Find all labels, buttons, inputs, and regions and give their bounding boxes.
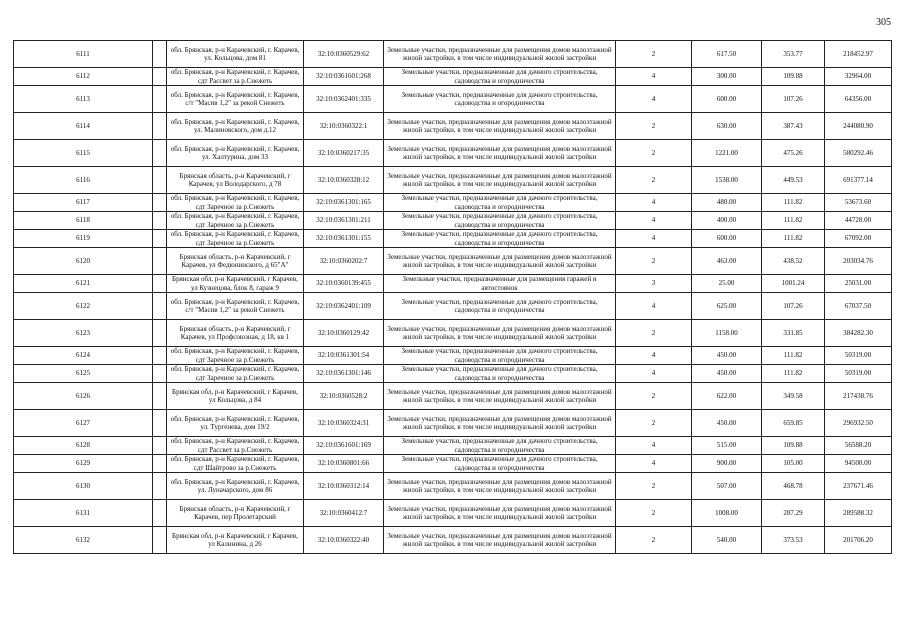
specific-value-cell: 109.88	[762, 68, 825, 86]
area-cell: 625.00	[692, 293, 762, 320]
area-cell: 450.00	[692, 365, 762, 383]
land-use-cell: Земельные участки, предназначенные для дачного строительства, садоводства и огородничества	[384, 437, 616, 455]
blank-cell	[153, 248, 167, 275]
cadastral-number-cell: 32:10:0360529:62	[304, 41, 384, 68]
cadastral-value-cell: 580292.46	[825, 140, 892, 167]
area-cell: 480.00	[692, 194, 762, 212]
group-cell: 2	[616, 113, 692, 140]
row-number-cell: 6124	[14, 347, 153, 365]
cadastral-number-cell: 32:10:0360139:455	[304, 275, 384, 293]
group-cell: 4	[616, 365, 692, 383]
row-number-cell: 6123	[14, 320, 153, 347]
group-cell: 3	[616, 275, 692, 293]
blank-cell	[153, 410, 167, 437]
land-use-cell: Земельные участки, предназначенные для размещения домов малоэтажной жилой застройки, в том числе индивидуальной жилой застройки	[384, 113, 616, 140]
specific-value-cell: 287.29	[762, 500, 825, 527]
address-cell: обл. Брянская, р-н Карачевский, г. Карачев, ул. Кольцова, дом 81	[167, 41, 304, 68]
area-cell: 617.50	[692, 41, 762, 68]
specific-value-cell: 387.43	[762, 113, 825, 140]
cadastral-value-cell: 50319.00	[825, 365, 892, 383]
specific-value-cell: 109.88	[762, 437, 825, 455]
land-use-cell: Земельные участки, предназначенные для размещения домов малоэтажной жилой застройки, в том числе индивидуальной жилой застройки	[384, 248, 616, 275]
specific-value-cell: 475.26	[762, 140, 825, 167]
land-use-cell: Земельные участки, предназначенные для дачного строительства, садоводства и огородничества	[384, 68, 616, 86]
cadastral-value-cell: 691377.14	[825, 167, 892, 194]
blank-cell	[153, 473, 167, 500]
land-use-cell: Земельные участки, предназначенные для дачного строительства, садоводства и огородничества	[384, 293, 616, 320]
row-number-cell: 6130	[14, 473, 153, 500]
cadastral-number-cell: 32:10:0360322:40	[304, 527, 384, 554]
address-cell: обл. Брянская, р-н Карачевский, г. Карачев, сдт Рассвет за р.Снежеть	[167, 68, 304, 86]
blank-cell	[153, 167, 167, 194]
group-cell: 2	[616, 248, 692, 275]
table-row	[14, 248, 892, 275]
page-number: 305	[876, 17, 891, 28]
group-cell: 2	[616, 320, 692, 347]
cadastral-number-cell: 32:10:0361301:54	[304, 347, 384, 365]
specific-value-cell: 659.85	[762, 410, 825, 437]
table-row	[14, 473, 892, 500]
cadastral-number-cell: 32:10:0360129:42	[304, 320, 384, 347]
land-use-cell: Земельные участки, предназначенные для дачного строительства, садоводства и огородничества	[384, 86, 616, 113]
cadastral-value-cell: 67092.00	[825, 230, 892, 248]
blank-cell	[153, 365, 167, 383]
specific-value-cell: 1001.24	[762, 275, 825, 293]
cadastral-number-cell: 32:10:0360324:31	[304, 410, 384, 437]
area-cell: 1221.00	[692, 140, 762, 167]
land-use-cell: Земельные участки, предназначенные для размещения домов малоэтажной жилой застройки, в том числе индивидуальной жилой застройки	[384, 500, 616, 527]
group-cell: 4	[616, 212, 692, 230]
row-number-cell: 6119	[14, 230, 153, 248]
row-number-cell: 6113	[14, 86, 153, 113]
table-row	[14, 347, 892, 365]
row-number-cell: 6126	[14, 383, 153, 410]
area-cell: 600.00	[692, 230, 762, 248]
table-row	[14, 275, 892, 293]
cadastral-number-cell: 32:10:0360528:2	[304, 383, 384, 410]
blank-cell	[153, 500, 167, 527]
blank-cell	[153, 320, 167, 347]
area-cell: 1538.00	[692, 167, 762, 194]
row-number-cell: 6132	[14, 527, 153, 554]
blank-cell	[153, 347, 167, 365]
group-cell: 4	[616, 347, 692, 365]
specific-value-cell: 105.00	[762, 455, 825, 473]
cadastral-value-cell: 289588.32	[825, 500, 892, 527]
land-use-cell: Земельные участки, предназначенные для дачного строительства, садоводства и огородничества	[384, 194, 616, 212]
blank-cell	[153, 275, 167, 293]
cadastral-number-cell: 32:10:0361301:155	[304, 230, 384, 248]
blank-cell	[153, 455, 167, 473]
table-row	[14, 383, 892, 410]
group-cell: 2	[616, 383, 692, 410]
specific-value-cell: 107.26	[762, 86, 825, 113]
cadastral-number-cell: 32:10:0360328:12	[304, 167, 384, 194]
land-use-cell: Земельные участки, предназначенные для размещения домов малоэтажной жилой застройки, в том числе индивидуальной жилой застройки	[384, 383, 616, 410]
area-cell: 600.00	[692, 86, 762, 113]
group-cell: 4	[616, 437, 692, 455]
area-cell: 622.00	[692, 383, 762, 410]
cadastral-number-cell: 32:10:0361601:169	[304, 437, 384, 455]
area-cell: 540.00	[692, 527, 762, 554]
specific-value-cell: 449.53	[762, 167, 825, 194]
specific-value-cell: 111.82	[762, 212, 825, 230]
address-cell: обл. Брянская, р-н Карачевский, г. Карачев, ул. Тургенева, дом 19/2	[167, 410, 304, 437]
cadastral-number-cell: 32:10:0360322:1	[304, 113, 384, 140]
address-cell: Брянская обл, р-н Карачевский, г Карачев, ул Кольцова, д 84	[167, 383, 304, 410]
table-row	[14, 365, 892, 383]
cadastral-value-cell: 296932.50	[825, 410, 892, 437]
row-number-cell: 6128	[14, 437, 153, 455]
group-cell: 2	[616, 140, 692, 167]
cadastral-value-cell: 217438.76	[825, 383, 892, 410]
row-number-cell: 6112	[14, 68, 153, 86]
specific-value-cell: 331.85	[762, 320, 825, 347]
table-row	[14, 41, 892, 68]
table-row	[14, 113, 892, 140]
table-row	[14, 455, 892, 473]
group-cell: 4	[616, 68, 692, 86]
cadastral-number-cell: 32:10:0362401:109	[304, 293, 384, 320]
area-cell: 450.00	[692, 347, 762, 365]
cadastral-value-cell: 203034.76	[825, 248, 892, 275]
cadastral-value-cell: 50319.00	[825, 347, 892, 365]
land-use-cell: Земельные участки, предназначенные для дачного строительства, садоводства и огородничества	[384, 347, 616, 365]
specific-value-cell: 111.82	[762, 194, 825, 212]
table-row	[14, 140, 892, 167]
group-cell: 2	[616, 167, 692, 194]
table-row	[14, 410, 892, 437]
cadastral-number-cell: 32:10:0361301:211	[304, 212, 384, 230]
area-cell: 25.00	[692, 275, 762, 293]
row-number-cell: 6120	[14, 248, 153, 275]
address-cell: обл. Брянская, р-н Карачевский, г. Карачев, сдт Заречное за р.Снежеть	[167, 230, 304, 248]
address-cell: обл. Брянская, р-н Карачевский, г. Карачев, ул. Халтурина, дом 33	[167, 140, 304, 167]
address-cell: обл. Брянская, р-н Карачевский, г. Карачев, сдт Заречное за р.Снежеть	[167, 347, 304, 365]
address-cell: Брянская область, р-н Карачевский, г Карачев, ул Федюнинского, д 65"А"	[167, 248, 304, 275]
cadastral-value-cell: 32964.00	[825, 68, 892, 86]
land-use-cell: Земельные участки, предназначенные для дачного строительства, садоводства и огородничества	[384, 212, 616, 230]
blank-cell	[153, 383, 167, 410]
area-cell: 463.00	[692, 248, 762, 275]
cadastral-value-cell: 64356.00	[825, 86, 892, 113]
specific-value-cell: 373.53	[762, 527, 825, 554]
table-row	[14, 500, 892, 527]
table-row	[14, 167, 892, 194]
specific-value-cell: 353.77	[762, 41, 825, 68]
group-cell: 4	[616, 86, 692, 113]
table-row	[14, 86, 892, 113]
row-number-cell: 6117	[14, 194, 153, 212]
group-cell: 2	[616, 527, 692, 554]
cadastral-value-cell: 237671.46	[825, 473, 892, 500]
address-cell: Брянская обл, р-н Карачевский, г Карачев, ул Кузнецова, блок 8, гараж 9	[167, 275, 304, 293]
address-cell: Брянская область, р-н Карачевский, г Карачев, ул Профсоюзная, д 18, кв 1	[167, 320, 304, 347]
address-cell: обл. Брянская, р-н Карачевский, г. Карачев, с/т "Масив 1,2" за рекой Снежеть	[167, 293, 304, 320]
blank-cell	[153, 68, 167, 86]
address-cell: Брянская область, р-н Карачевский, г Карачев, пер Пролетарский	[167, 500, 304, 527]
cadastral-value-cell: 201706.20	[825, 527, 892, 554]
address-cell: Брянская обл, р-н Карачевский, г Карачев, ул Калинина, д 26	[167, 527, 304, 554]
land-use-cell: Земельные участки, предназначенные для размещения домов малоэтажной жилой застройки, в том числе индивидуальной жилой застройки	[384, 527, 616, 554]
area-cell: 300.00	[692, 68, 762, 86]
table-body	[14, 41, 892, 554]
row-number-cell: 6111	[14, 41, 153, 68]
address-cell: обл. Брянская, р-н Карачевский, г. Карачев, сдт Заречное за р.Снежеть	[167, 194, 304, 212]
row-number-cell: 6122	[14, 293, 153, 320]
group-cell: 2	[616, 473, 692, 500]
address-cell: обл. Брянская, р-н Карачевский, г. Карачев, сдт Заречное за р.Снежеть	[167, 365, 304, 383]
land-use-cell: Земельные участки, предназначенные для дачного строительства, садоводства и огородничества	[384, 365, 616, 383]
land-use-cell: Земельные участки, предназначенные для размещения домов малоэтажной жилой застройки, в том числе индивидуальной жилой застройки	[384, 167, 616, 194]
table-row	[14, 527, 892, 554]
land-use-cell: Земельные участки, предназначенные для размещения гаражей и автостоянок	[384, 275, 616, 293]
cadastral-value-cell: 94500.00	[825, 455, 892, 473]
land-use-cell: Земельные участки, предназначенные для размещения домов малоэтажной жилой застройки, в том числе индивидуальной жилой застройки	[384, 410, 616, 437]
specific-value-cell: 111.82	[762, 365, 825, 383]
land-registry-table	[13, 40, 892, 554]
cadastral-value-cell: 56588.20	[825, 437, 892, 455]
address-cell: обл. Брянская, р-н Карачевский, г. Карачев, сдт Шайтрово за р.Снежеть	[167, 455, 304, 473]
cadastral-number-cell: 32:10:0360312:14	[304, 473, 384, 500]
blank-cell	[153, 113, 167, 140]
cadastral-value-cell: 218452.97	[825, 41, 892, 68]
blank-cell	[153, 41, 167, 68]
cadastral-value-cell: 25031.00	[825, 275, 892, 293]
group-cell: 2	[616, 500, 692, 527]
land-use-cell: Земельные участки, предназначенные для дачного строительства, садоводства и огородничества	[384, 230, 616, 248]
row-number-cell: 6125	[14, 365, 153, 383]
cadastral-number-cell: 32:10:0361301:146	[304, 365, 384, 383]
group-cell: 4	[616, 230, 692, 248]
table-row	[14, 320, 892, 347]
cadastral-number-cell: 32:10:0362401:335	[304, 86, 384, 113]
row-number-cell: 6116	[14, 167, 153, 194]
table-row	[14, 194, 892, 212]
area-cell: 400.00	[692, 212, 762, 230]
table-row	[14, 212, 892, 230]
cadastral-number-cell: 32:10:0360217:35	[304, 140, 384, 167]
specific-value-cell: 349.58	[762, 383, 825, 410]
blank-cell	[153, 140, 167, 167]
area-cell: 1158.00	[692, 320, 762, 347]
land-use-cell: Земельные участки, предназначенные для размещения домов малоэтажной жилой застройки, в том числе индивидуальной жилой застройки	[384, 320, 616, 347]
cadastral-number-cell: 32:10:0361601:268	[304, 68, 384, 86]
table-row	[14, 230, 892, 248]
cadastral-value-cell: 244080.90	[825, 113, 892, 140]
table-row	[14, 68, 892, 86]
area-cell: 900.00	[692, 455, 762, 473]
table-row	[14, 293, 892, 320]
row-number-cell: 6127	[14, 410, 153, 437]
blank-cell	[153, 212, 167, 230]
cadastral-number-cell: 32:10:0360801:66	[304, 455, 384, 473]
blank-cell	[153, 194, 167, 212]
land-use-cell: Земельные участки, предназначенные для размещения домов малоэтажной жилой застройки, в том числе индивидуальной жилой застройки	[384, 41, 616, 68]
group-cell: 2	[616, 410, 692, 437]
cadastral-number-cell: 32:10:0361301:165	[304, 194, 384, 212]
area-cell: 450.00	[692, 410, 762, 437]
specific-value-cell: 468.78	[762, 473, 825, 500]
row-number-cell: 6129	[14, 455, 153, 473]
address-cell: обл. Брянская, р-н Карачевский, г. Карачев, сдт Рассвет за р.Снежеть	[167, 437, 304, 455]
row-number-cell: 6115	[14, 140, 153, 167]
cadastral-value-cell: 53673.60	[825, 194, 892, 212]
blank-cell	[153, 293, 167, 320]
cadastral-value-cell: 384282.30	[825, 320, 892, 347]
row-number-cell: 6121	[14, 275, 153, 293]
area-cell: 1008.00	[692, 500, 762, 527]
specific-value-cell: 438.52	[762, 248, 825, 275]
cadastral-number-cell: 32:10:0360202:7	[304, 248, 384, 275]
group-cell: 4	[616, 194, 692, 212]
cadastral-value-cell: 67037.50	[825, 293, 892, 320]
area-cell: 507.00	[692, 473, 762, 500]
table-row	[14, 437, 892, 455]
specific-value-cell: 107.26	[762, 293, 825, 320]
area-cell: 630.00	[692, 113, 762, 140]
cadastral-number-cell: 32:10:0360412:7	[304, 500, 384, 527]
address-cell: обл. Брянская, р-н Карачевский, г. Карачев, ул. Малиновского, дом д.12	[167, 113, 304, 140]
row-number-cell: 6131	[14, 500, 153, 527]
address-cell: обл. Брянская, р-н Карачевский, г. Карачев, сдт Заречное за р.Снежеть	[167, 212, 304, 230]
specific-value-cell: 111.82	[762, 347, 825, 365]
land-use-cell: Земельные участки, предназначенные для размещения домов малоэтажной жилой застройки, в том числе индивидуальной жилой застройки	[384, 140, 616, 167]
blank-cell	[153, 86, 167, 113]
land-use-cell: Земельные участки, предназначенные для дачного строительства, садоводства и огородничества	[384, 455, 616, 473]
address-cell: обл. Брянская, р-н Карачевский, г. Карачев, ул. Луначарского, дом 86	[167, 473, 304, 500]
row-number-cell: 6114	[14, 113, 153, 140]
group-cell: 2	[616, 41, 692, 68]
group-cell: 4	[616, 455, 692, 473]
blank-cell	[153, 437, 167, 455]
specific-value-cell: 111.82	[762, 230, 825, 248]
blank-cell	[153, 230, 167, 248]
land-use-cell: Земельные участки, предназначенные для размещения домов малоэтажной жилой застройки, в том числе индивидуальной жилой застройки	[384, 473, 616, 500]
row-number-cell: 6118	[14, 212, 153, 230]
address-cell: обл. Брянская, р-н Карачевский, г. Карачев, с/т "Масив 1,2" за рекой Снежеть	[167, 86, 304, 113]
address-cell: Брянская область, р-н Карачевский, г Карачев, ул Володарского, д 78	[167, 167, 304, 194]
group-cell: 4	[616, 293, 692, 320]
blank-cell	[153, 527, 167, 554]
cadastral-value-cell: 44728.00	[825, 212, 892, 230]
area-cell: 515.00	[692, 437, 762, 455]
